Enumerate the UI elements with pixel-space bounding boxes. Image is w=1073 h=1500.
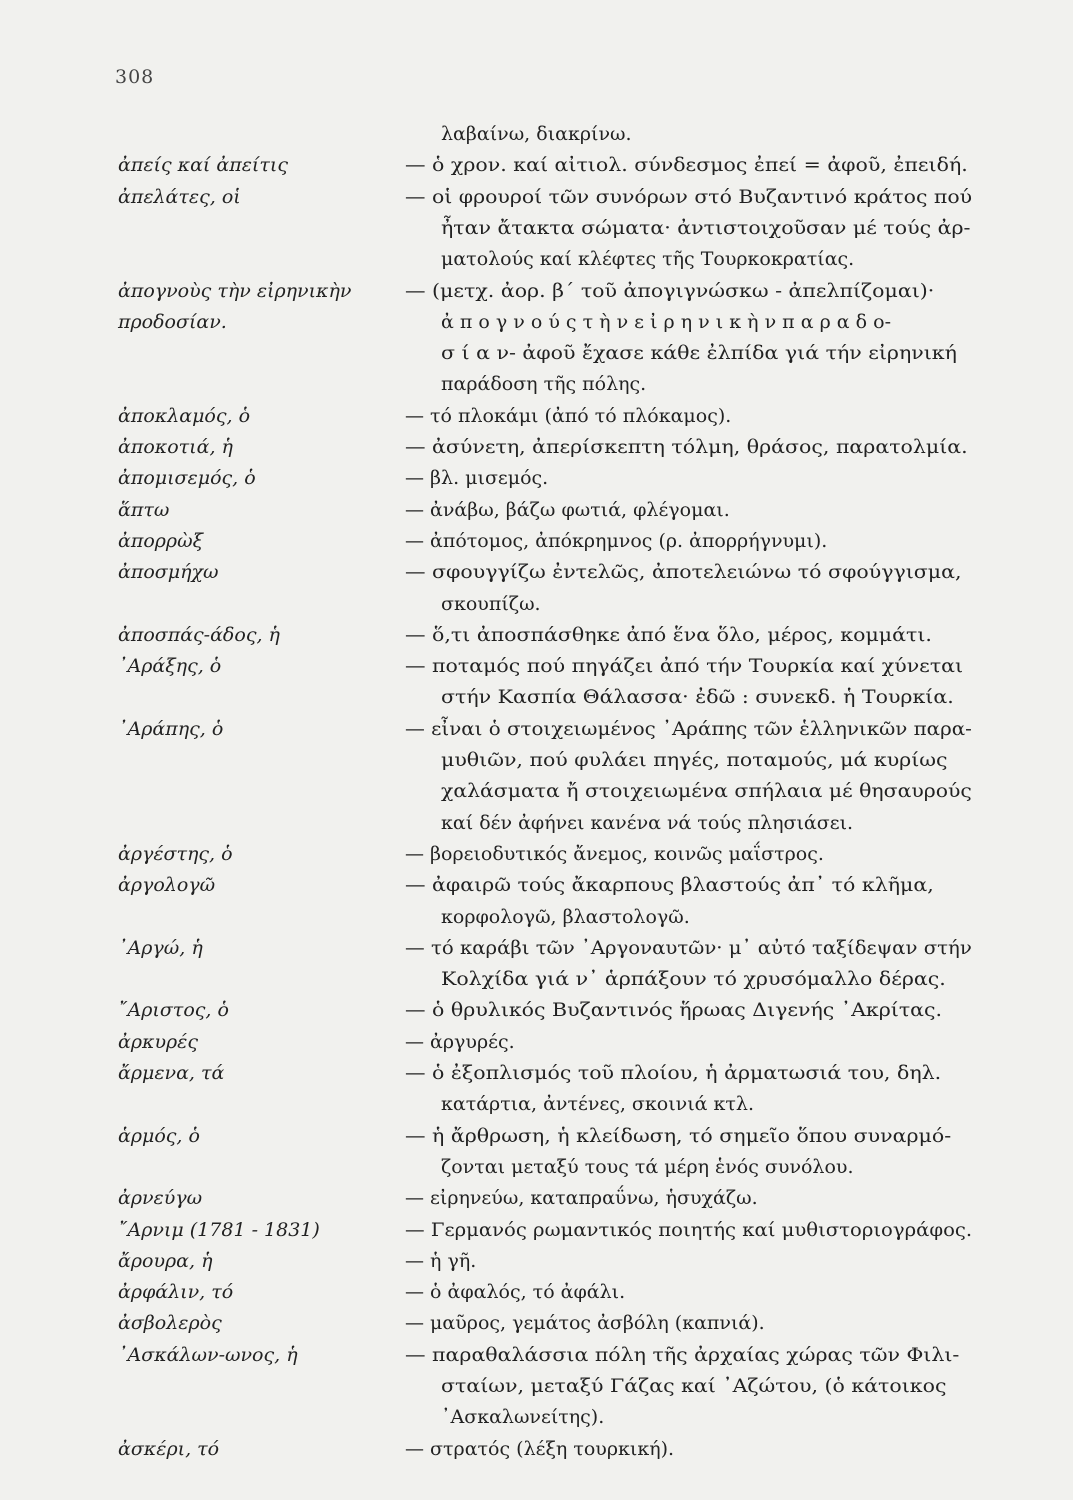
entry-line bbox=[0, 243, 1073, 275]
entry-line bbox=[0, 118, 1073, 150]
entry-line bbox=[0, 1214, 1073, 1246]
entry-line bbox=[0, 775, 1073, 807]
entry-definition: — ποταμός πού πηγάζει ἀπό τήν Τουρκία καί χύνεται bbox=[405, 655, 964, 677]
entry-definition: — ἀνάβω, βάζω φωτιά, φλέγομαι. bbox=[405, 499, 730, 521]
entry-definition: κατάρτια, ἀντένες, σκοινιά κτλ. bbox=[441, 1093, 755, 1115]
entry-definition: χαλάσματα ἤ στοιχειωμένα σπήλαια μέ θησαυρούς bbox=[441, 780, 972, 802]
entry-definition: — ἡ ἄρθρωση, ἡ κλείδωση, τό σημεῖο ὅπου συναρμό- bbox=[405, 1125, 952, 1147]
entry-line bbox=[0, 994, 1073, 1026]
entry-line bbox=[0, 1339, 1073, 1371]
entry-line bbox=[0, 149, 1073, 181]
entry-term: ᾽Αργώ, ἡ bbox=[118, 937, 203, 959]
entry-line bbox=[0, 306, 1073, 338]
entry-term: ἀργολογῶ bbox=[118, 874, 216, 896]
entry-line bbox=[0, 1276, 1073, 1308]
page-number: 308 bbox=[115, 66, 155, 88]
entry-definition: — ὅ,τι ἀποσπάσθηκε ἀπό ἕνα ὅλο, μέρος, κομμάτι. bbox=[405, 624, 932, 646]
entry-term: ἀποκοτιά, ἡ bbox=[118, 436, 233, 458]
entry-term: ᾽Αράξης, ὁ bbox=[118, 655, 222, 677]
entry-definition: — ὁ θρυλικός Βυζαντινός ἥρωας Διγενής ᾽Ακρίτας. bbox=[405, 999, 943, 1021]
entry-definition: — ἀφαιρῶ τούς ἄκαρπους βλαστούς ἀπ᾽ τό κλῆμα, bbox=[405, 874, 934, 896]
entry-definition: στήν Κασπία Θάλασσα· ἐδῶ : συνεκδ. ἡ Τουρκία. bbox=[441, 686, 954, 708]
entry-term: ᾽Αράπης, ὁ bbox=[118, 718, 224, 740]
entry-line bbox=[0, 1026, 1073, 1058]
entry-definition: — Γερμανός ρωμαντικός ποιητής καί μυθιστοριογράφος. bbox=[405, 1219, 973, 1241]
entry-line bbox=[0, 462, 1073, 494]
entry-definition: σκουπίζω. bbox=[441, 593, 541, 615]
entry-definition: σταίων, μεταξύ Γάζας καί ᾽Αζώτου, (ὁ κάτοικος bbox=[441, 1375, 947, 1397]
entry-definition: σ ί α ν- ἀφοῦ ἔχασε κάθε ἐλπίδα γιά τήν εἰρηνική bbox=[441, 342, 957, 364]
entry-definition: ἦταν ἄτακτα σώματα· ἀντιστοιχοῦσαν μέ τούς ἀρ- bbox=[441, 217, 971, 239]
entry-definition: — τό πλοκάμι (ἀπό τό πλόκαμος). bbox=[405, 405, 732, 427]
entry-definition: — παραθαλάσσια πόλη τῆς ἀρχαίας χώρας τῶν Φιλι- bbox=[405, 1344, 960, 1366]
entry-line bbox=[0, 494, 1073, 526]
entry-line bbox=[0, 525, 1073, 557]
entry-line bbox=[0, 681, 1073, 713]
entry-definition: ἀ π ο γ ν ο ύ ς τ ὴ ν ε ἰ ρ η ν ι κ ὴ ν π α ρ α δ ο- bbox=[441, 311, 891, 333]
entry-line bbox=[0, 556, 1073, 588]
entry-line bbox=[0, 1307, 1073, 1339]
entry-line bbox=[0, 337, 1073, 369]
entry-definition: — μαῦρος, γεμάτος ἀσβόλη (καπνιά). bbox=[405, 1312, 765, 1334]
entry-line bbox=[0, 869, 1073, 901]
entry-definition: — ἀργυρές. bbox=[405, 1031, 515, 1053]
entry-line bbox=[0, 932, 1073, 964]
entry-definition: μυθιῶν, πού φυλάει πηγές, ποταμούς, μά κυρίως bbox=[441, 749, 948, 771]
entry-definition: — στρατός (λέξη τουρκική). bbox=[405, 1438, 675, 1460]
entry-line bbox=[0, 713, 1073, 745]
entry-definition: καί δέν ἀφήνει κανένα νά τούς πλησιάσει. bbox=[441, 812, 854, 834]
entry-term: ἀπορρὼξ bbox=[118, 530, 204, 552]
entry-term: ἀρκυρές bbox=[118, 1031, 199, 1053]
entry-line bbox=[0, 838, 1073, 870]
entry-line bbox=[0, 619, 1073, 651]
entry-definition: — εἰρηνεύω, καταπραΰνω, ἡσυχάζω. bbox=[405, 1187, 758, 1209]
entry-definition: παράδοση τῆς πόλης. bbox=[441, 373, 647, 395]
entry-term: ἀποκλαμός, ὁ bbox=[118, 405, 251, 427]
entry-line bbox=[0, 1120, 1073, 1152]
entry-line bbox=[0, 1433, 1073, 1465]
entry-line bbox=[0, 1088, 1073, 1120]
entry-line bbox=[0, 744, 1073, 776]
entry-definition: — εἶναι ὁ στοιχειωμένος ᾽Αράπης τῶν ἑλληνικῶν παρα- bbox=[405, 718, 972, 740]
entry-term: ἀσβολερὸς bbox=[118, 1312, 222, 1334]
entry-definition: — οἱ φρουροί τῶν συνόρων στό Βυζαντινό κράτος πού bbox=[405, 186, 973, 208]
entry-line bbox=[0, 212, 1073, 244]
entry-definition: — βορειοδυτικός ἄνεμος, κοινῶς μαΐστρος. bbox=[405, 843, 824, 865]
entry-line bbox=[0, 400, 1073, 432]
entry-definition: λαβαίνω, διακρίνω. bbox=[441, 123, 632, 145]
entry-line bbox=[0, 963, 1073, 995]
entry-line bbox=[0, 368, 1073, 400]
entry-line bbox=[0, 588, 1073, 620]
entry-term: ἅπτω bbox=[118, 499, 170, 521]
entry-definition: κορφολογῶ, βλαστολογῶ. bbox=[441, 906, 690, 928]
entry-line bbox=[0, 181, 1073, 213]
entry-term: ἄρμενα, τά bbox=[118, 1062, 225, 1084]
entry-line bbox=[0, 1370, 1073, 1402]
entry-term: ἄρουρα, ἡ bbox=[118, 1250, 213, 1272]
entry-definition: ματολούς καί κλέφτες τῆς Τουρκοκρατίας. bbox=[441, 248, 855, 270]
entry-definition: — ὁ ἐξοπλισμός τοῦ πλοίου, ἡ ἀρματωσιά του, δηλ. bbox=[405, 1062, 942, 1084]
entry-term: ἀπομισεμός, ὁ bbox=[118, 467, 256, 489]
entry-definition: — τό καράβι τῶν ᾽Αργοναυτῶν· μ᾽ αὐτό ταξίδεψαν στήν bbox=[405, 937, 972, 959]
entry-line bbox=[0, 807, 1073, 839]
entry-line bbox=[0, 1182, 1073, 1214]
entry-definition: ᾽Ασκαλωνείτης). bbox=[441, 1406, 605, 1428]
entry-line bbox=[0, 431, 1073, 463]
entry-definition: — ἡ γῆ. bbox=[405, 1250, 477, 1272]
entry-term: ἀπελάτες, οἱ bbox=[118, 186, 241, 208]
entry-definition: — (μετχ. ἀορ. β΄ τοῦ ἀπογιγνώσκω - ἀπελπίζομαι)· bbox=[405, 280, 935, 302]
entry-term: ἀπογνοὺς τὴν εἰρηνικὴν bbox=[118, 280, 352, 302]
entry-term: ἀσκέρι, τό bbox=[118, 1438, 220, 1460]
entry-line bbox=[0, 275, 1073, 307]
entry-term: ῎Αρνιμ (1781 - 1831) bbox=[118, 1219, 320, 1241]
entry-term: ῎Αριστος, ὁ bbox=[118, 999, 229, 1021]
entry-definition: Κολχίδα γιά ν᾽ ἁρπάξουν τό χρυσόμαλλο δέρας. bbox=[441, 968, 946, 990]
entry-term: ἁρμός, ὁ bbox=[118, 1125, 200, 1147]
entry-term: ἀργέστης, ὁ bbox=[118, 843, 233, 865]
entry-definition: — ὁ ἀφαλός, τό ἀφάλι. bbox=[405, 1281, 626, 1303]
entry-term: ἀποσπάς-άδος, ἡ bbox=[118, 624, 280, 646]
entry-term: ἀπείς καί ἀπείτις bbox=[118, 154, 288, 176]
entry-definition: ζονται μεταξύ τους τά μέρη ἑνός συνόλου. bbox=[441, 1156, 854, 1178]
entry-term: ᾽Ασκάλων-ωνος, ἡ bbox=[118, 1344, 298, 1366]
entry-definition: — σφουγγίζω ἐντελῶς, ἀποτελειώνω τό σφούγγισμα, bbox=[405, 561, 962, 583]
entry-line bbox=[0, 1245, 1073, 1277]
entry-line bbox=[0, 1401, 1073, 1433]
entry-line bbox=[0, 650, 1073, 682]
entry-term: ἀποσμήχω bbox=[118, 561, 219, 583]
entry-term: προδοσίαν. bbox=[118, 311, 227, 333]
entry-line bbox=[0, 901, 1073, 933]
entry-definition: — ἀσύνετη, ἀπερίσκεπτη τόλμη, θράσος, παρατολμία. bbox=[405, 436, 968, 458]
entry-term: ἀρνεύγω bbox=[118, 1187, 203, 1209]
entry-line bbox=[0, 1151, 1073, 1183]
entry-definition: — ὁ χρον. καί αἰτιολ. σύνδεσμος ἐπεί = ἀφοῦ, ἐπειδή. bbox=[405, 154, 968, 176]
entry-line bbox=[0, 1057, 1073, 1089]
entry-term: ἀρφάλιν, τό bbox=[118, 1281, 234, 1303]
entry-definition: — ἀπότομος, ἀπόκρημνος (ρ. ἀπορρήγνυμι). bbox=[405, 530, 828, 552]
entry-definition: — βλ. μισεμός. bbox=[405, 467, 549, 489]
